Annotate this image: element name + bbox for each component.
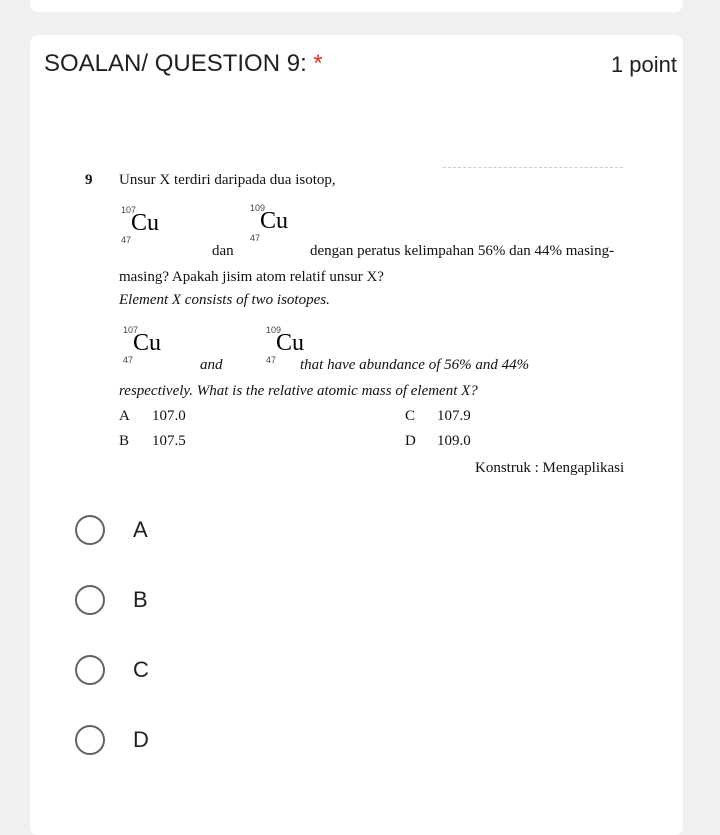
question-title [44,50,323,78]
divider [443,167,623,168]
element-symbol: Cu [260,208,289,234]
and-text: and [200,357,223,373]
dan-text: dan [212,243,234,259]
question-title-text: SOALAN/ QUESTION 9: [44,50,307,77]
mass-number: 107 [121,205,137,215]
atomic-number: 47 [250,233,261,243]
element-symbol: Cu [276,330,305,356]
malay-rest-1: dengan peratus kelimpahan 56% dan 44% masing- [310,243,615,259]
radio-button[interactable] [75,585,105,615]
required-mark: * [313,50,323,77]
mass-number: 107 [123,325,139,335]
question-points: 1 point [610,52,677,77]
english-rest-2: respectively. What is the relative atomic mass of element X? [119,383,478,399]
mass-number: 109 [250,203,266,213]
malay-rest-2: masing? Apakah jisim atom relatif unsur X? [119,269,384,285]
choice-a-letter: A [119,408,130,424]
option-label: C [133,657,149,682]
question-number: 9 [85,172,93,188]
element-symbol: Cu [131,210,160,236]
choice-a-value: 107.0 [152,408,186,424]
choice-b-value: 107.5 [152,433,186,449]
atomic-number: 47 [121,235,132,245]
choice-b-letter: B [119,433,130,449]
konstruk-label: Konstruk : Mengaplikasi [475,460,625,476]
choice-c-letter: C [405,408,416,424]
radio-button[interactable] [75,725,105,755]
previous-question-card [30,0,683,12]
option-label: A [133,517,148,542]
english-intro: Element X consists of two isotopes. [119,292,330,308]
element-symbol: Cu [133,330,162,356]
english-rest-1: that have abundance of 56% and 44% [300,357,530,373]
choice-d-value: 109.0 [437,433,471,449]
option-c[interactable] [75,655,149,685]
mass-number: 109 [266,325,282,335]
option-label: B [133,587,148,612]
option-a[interactable] [75,515,148,545]
option-b[interactable] [75,585,148,615]
option-label: D [133,727,149,752]
choice-c-value: 107.9 [437,408,471,424]
radio-button[interactable] [75,515,105,545]
radio-button[interactable] [75,655,105,685]
choice-d-letter: D [405,433,416,449]
atomic-number: 47 [123,355,134,365]
malay-intro: Unsur X terdiri daripada dua isotop, [119,172,336,188]
option-d[interactable] [75,725,149,755]
atomic-number: 47 [266,355,277,365]
